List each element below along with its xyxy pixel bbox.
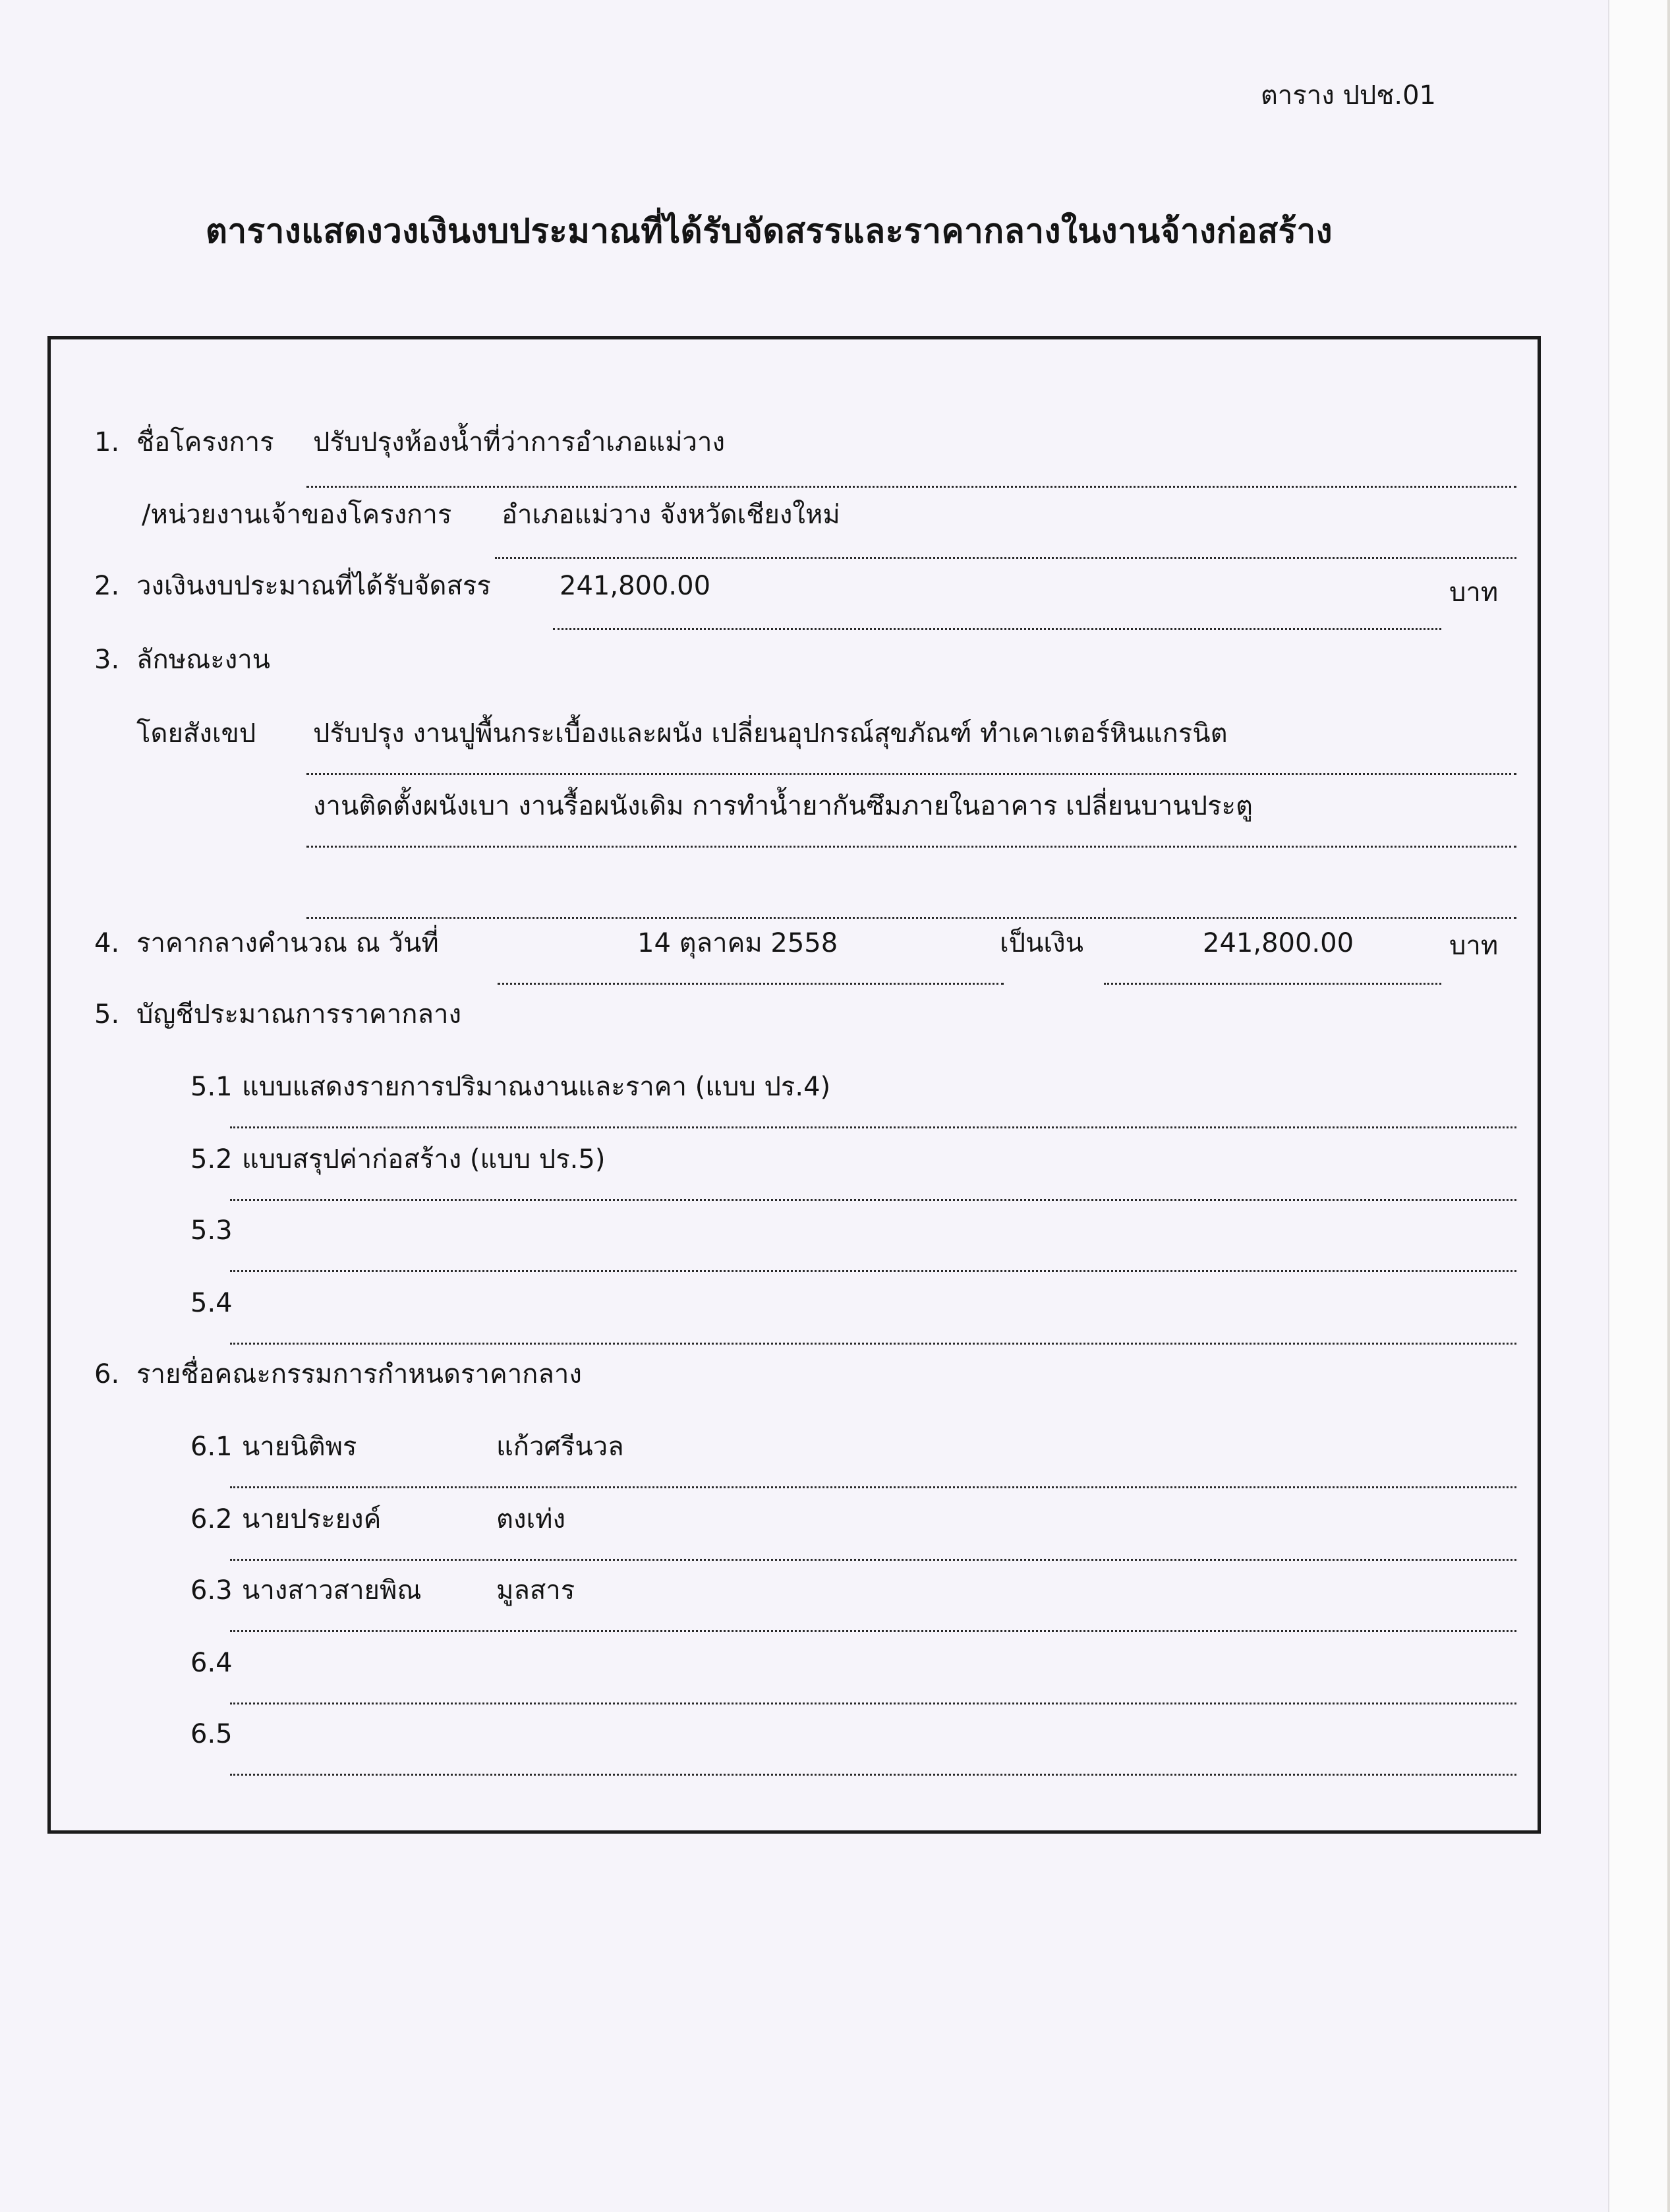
price-estimate-5-3-number: 5.3 (190, 1215, 233, 1246)
committee-member-6-5-dotted-line (230, 1774, 1516, 1776)
price-estimate-5-3-dotted-line (230, 1270, 1516, 1272)
committee-member-6-4-dotted-line (230, 1703, 1516, 1704)
median-price-unit: บาท (1449, 931, 1499, 961)
median-price-date-label: ราคากลางคำนวณ ณ วันที่ (136, 928, 439, 958)
price-estimate-5-1-dotted-line (230, 1126, 1516, 1128)
median-price-date-value: 14 ตุลาคม 2558 (637, 928, 838, 958)
work-nature-label: ลักษณะงาน (136, 645, 271, 675)
committee-label: รายชื่อคณะกรรมการกำหนดราคากลาง (136, 1359, 582, 1389)
work-summary-dotted-line-2 (306, 846, 1516, 848)
work-summary-line-1: ปรับปรุง งานปูพื้นกระเบื้องและผนัง เปลี่ยนอุปกรณ์สุขภัณฑ์ ทำเคาเตอร์หินแกรนิต (313, 718, 1228, 749)
work-summary-dotted-line-3 (306, 917, 1516, 919)
price-estimate-5-1-text: แบบแสดงรายการปริมาณงานและราคา (แบบ ปร.4) (242, 1072, 831, 1102)
budget-dotted-line (553, 628, 1441, 630)
committee-member-6-3-surname: มูลสาร (496, 1575, 575, 1606)
price-estimate-5-4-number: 5.4 (190, 1288, 233, 1318)
project-name-label: ชื่อโครงการ (136, 427, 274, 457)
committee-member-6-1-dotted-line (230, 1486, 1516, 1488)
committee-member-6-4-number: 6.4 (190, 1648, 233, 1678)
item5-number: 5. (94, 999, 120, 1030)
price-estimate-list-label: บัญชีประมาณการราคากลาง (136, 999, 461, 1030)
median-price-amount-label: เป็นเงิน (1000, 928, 1083, 958)
document-title: ตารางแสดงวงเงินงบประมาณที่ได้รับจัดสรรและราคากลางในงานจ้างก่อสร้าง (205, 212, 1333, 251)
budget-value: 241,800.00 (560, 571, 711, 601)
item2-number: 2. (94, 571, 120, 601)
item3-number: 3. (94, 645, 120, 675)
price-estimate-5-1-number: 5.1 (190, 1072, 233, 1102)
item6-number: 6. (94, 1359, 120, 1389)
project-owner-label: /หน่วยงานเจ้าของโครงการ (142, 500, 452, 530)
project-owner-dotted-line (495, 557, 1516, 559)
project-owner-value: อำเภอแม่วาง จังหวัดเชียงใหม่ (502, 500, 840, 530)
form-code: ตาราง ปปช.01 (1260, 80, 1436, 111)
median-price-amount-dotted-line (1104, 983, 1441, 985)
form-box (47, 336, 1541, 1834)
budget-label: วงเงินงบประมาณที่ได้รับจัดสรร (136, 571, 491, 601)
budget-unit: บาท (1449, 577, 1499, 608)
work-summary-dotted-line-1 (306, 773, 1516, 775)
work-summary-line-2: งานติดตั้งผนังเบา งานรื้อผนังเดิม การทำน้ำยากันซึมภายในอาคาร เปลี่ยนบานประตู (313, 791, 1253, 821)
project-name-value: ปรับปรุงห้องน้ำที่ว่าการอำเภอแม่วาง (313, 427, 725, 457)
project-name-dotted-line (306, 486, 1516, 488)
work-summary-label: โดยสังเขป (136, 718, 256, 749)
item1-number: 1. (94, 427, 120, 457)
median-price-date-dotted-line (498, 983, 1004, 985)
price-estimate-5-2-number: 5.2 (190, 1144, 233, 1175)
item4-number: 4. (94, 928, 120, 958)
committee-member-6-1-surname: แก้วศรีนวล (496, 1432, 624, 1462)
page-edge (1608, 0, 1670, 2212)
price-estimate-5-2-dotted-line (230, 1199, 1516, 1201)
price-estimate-5-4-dotted-line (230, 1343, 1516, 1345)
committee-member-6-1-number: 6.1 (190, 1432, 233, 1462)
committee-member-6-2-surname: ตงเท่ง (496, 1504, 566, 1534)
price-estimate-5-2-text: แบบสรุปค่าก่อสร้าง (แบบ ปร.5) (242, 1144, 606, 1175)
committee-member-6-1-name: นายนิติพร (242, 1432, 357, 1462)
committee-member-6-3-dotted-line (230, 1630, 1516, 1632)
committee-member-6-3-name: นางสาวสายพิณ (242, 1575, 422, 1606)
committee-member-6-2-number: 6.2 (190, 1504, 233, 1534)
median-price-amount-value: 241,800.00 (1203, 928, 1354, 958)
committee-member-6-3-number: 6.3 (190, 1575, 233, 1606)
committee-member-6-2-name: นายประยงค์ (242, 1504, 382, 1534)
committee-member-6-2-dotted-line (230, 1559, 1516, 1561)
committee-member-6-5-number: 6.5 (190, 1719, 233, 1749)
